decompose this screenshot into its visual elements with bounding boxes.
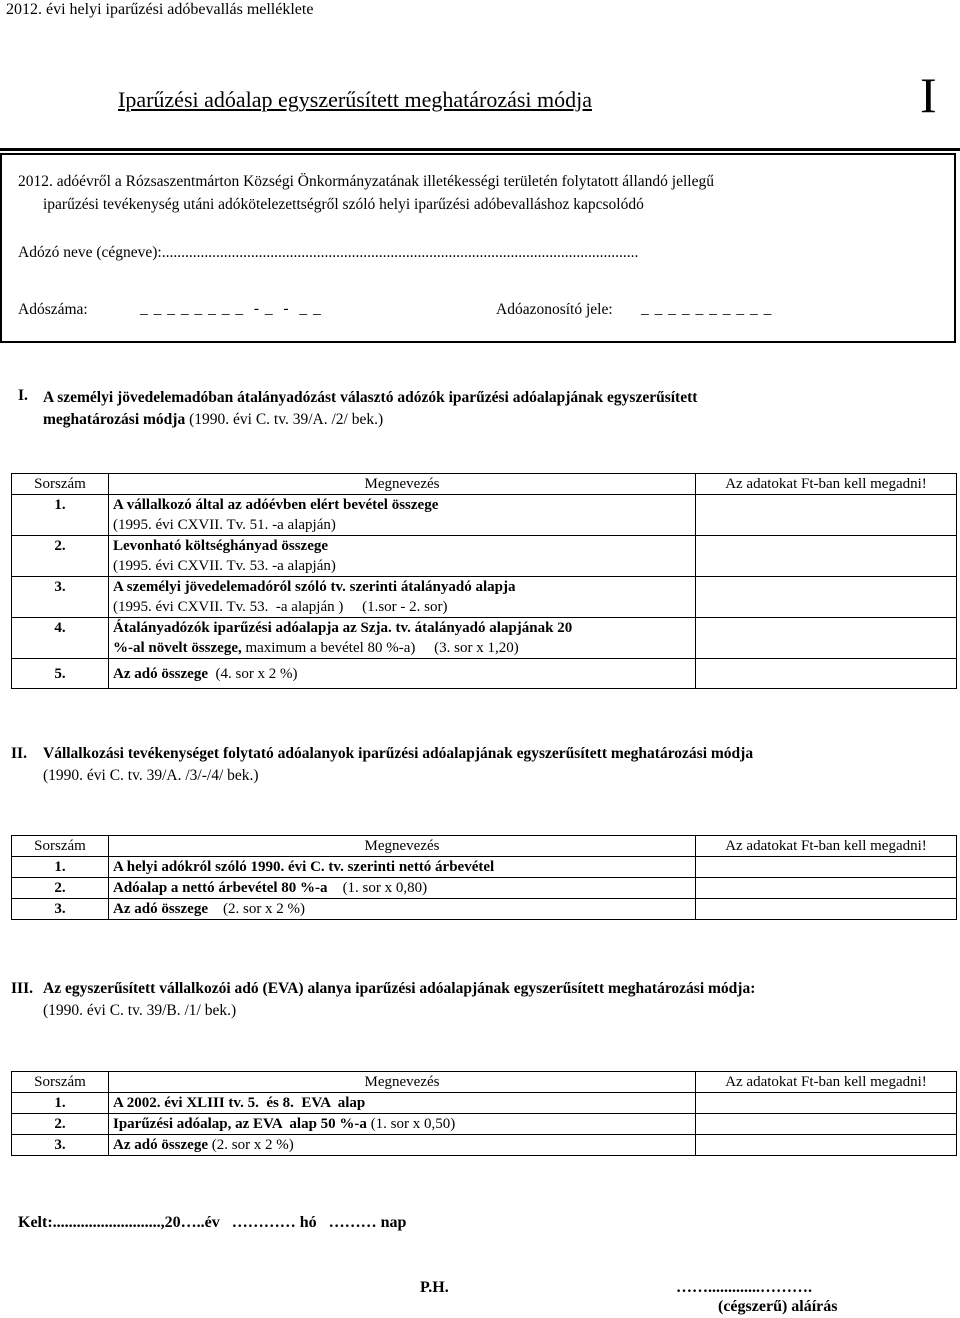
- table-row: [12, 659, 957, 689]
- row-reference: (2. sor x 2 %): [207, 1137, 294, 1153]
- col-header-number: Sorszám: [12, 474, 109, 495]
- row-description: [109, 618, 696, 659]
- section-1-number: I.: [18, 387, 28, 404]
- table-row: [12, 1135, 957, 1156]
- row-label-cont: %-al növelt összege,: [113, 640, 242, 656]
- tax-number-label: Adószáma:: [18, 301, 88, 318]
- row-number: 3.: [12, 899, 109, 920]
- section-1-title: A személyi jövedelemadóban átalányadózást választó adózók iparűzési adóalapjának egyszerűsített: [43, 389, 698, 406]
- row-reference: (1995. évi CXVII. Tv. 53. -a alapján ) (1.sor - 2. sor): [113, 599, 448, 615]
- table-row: [12, 536, 957, 577]
- row-number: 1.: [12, 495, 109, 536]
- table-header-row: [12, 836, 957, 857]
- tax-number-field[interactable]: _ _ _ _ _ _ _ _ - _ - _ _: [140, 300, 322, 317]
- row-reference: (1. sor x 0,50): [366, 1116, 456, 1132]
- row-reference: (2. sor x 2 %): [207, 901, 306, 917]
- document-supertitle: 2012. évi helyi iparűzési adóbevallás melléklete: [6, 1, 314, 18]
- row-number: 2.: [12, 1114, 109, 1135]
- row-description: [109, 878, 696, 899]
- header-divider: [0, 148, 960, 151]
- section-3-table: [11, 1071, 957, 1156]
- table-row: [12, 577, 957, 618]
- row-reference: maximum a bevétel 80 %-a) (3. sor x 1,20): [241, 640, 519, 656]
- row-label: A helyi adókról szóló 1990. évi C. tv. szerinti nettó árbevétel: [113, 859, 495, 875]
- amount-input[interactable]: [696, 659, 957, 689]
- row-description: [109, 536, 696, 577]
- section-2-reference: (1990. évi C. tv. 39/A. /3/-/4/ bek.): [43, 767, 259, 784]
- row-label: Átalányadózók iparűzési adóalapja az Szja. tv. átalányadó alapjának 20: [113, 620, 573, 636]
- row-reference: (4. sor x 2 %): [207, 665, 298, 682]
- amount-input[interactable]: [696, 857, 957, 878]
- tax-id-label: Adóazonosító jele:: [496, 301, 613, 318]
- row-number: 2.: [12, 536, 109, 577]
- amount-input[interactable]: [696, 1114, 957, 1135]
- row-label: Levonható költséghányad összege: [113, 538, 329, 554]
- amount-input[interactable]: [696, 1093, 957, 1114]
- row-description: [109, 659, 696, 689]
- table-row: [12, 857, 957, 878]
- row-label: Adóalap a nettó árbevétel 80 %-a: [113, 880, 328, 896]
- row-description: [109, 1114, 696, 1135]
- table-row: [12, 1114, 957, 1135]
- page-title: Iparűzési adóalap egyszerűsített meghatározási módja: [118, 87, 593, 112]
- row-number: 2.: [12, 878, 109, 899]
- section-1-title-cont: meghatározási módja: [43, 411, 186, 428]
- row-label: Az adó összege: [113, 1137, 208, 1153]
- row-number: 3.: [12, 1135, 109, 1156]
- signature-label: (cégszerű) aláírás: [718, 1298, 838, 1315]
- amount-input[interactable]: [696, 495, 957, 536]
- row-description: [109, 495, 696, 536]
- row-label: Az adó összege: [113, 901, 208, 917]
- row-description: [109, 1093, 696, 1114]
- row-number: 3.: [12, 577, 109, 618]
- section-2-table: [11, 835, 957, 920]
- row-reference: (1. sor x 0,80): [327, 880, 428, 896]
- taxpayer-name-field[interactable]: Adózó neve (cégneve):...........................................................................................................................: [18, 244, 639, 261]
- row-label: A személyi jövedelemadóról szóló tv. szerinti átalányadó alapja: [113, 579, 516, 595]
- row-reference: (1995. évi CXVII. Tv. 51. -a alapján): [113, 517, 336, 533]
- col-header-description: Megnevezés: [109, 836, 696, 857]
- table-row: [12, 618, 957, 659]
- row-number: 5.: [12, 659, 109, 689]
- col-header-amount: Az adatokat Ft-ban kell megadni!: [696, 474, 957, 495]
- row-number: 1.: [12, 1093, 109, 1114]
- intro-line-1: 2012. adóévről a Rózsaszentmárton Községi Önkormányzatának illetékességi területén folytatott állandó jellegű: [18, 173, 714, 190]
- row-description: [109, 1135, 696, 1156]
- col-header-number: Sorszám: [12, 836, 109, 857]
- amount-input[interactable]: [696, 878, 957, 899]
- section-3-number: III.: [11, 980, 33, 997]
- table-header-row: [12, 1072, 957, 1093]
- form-section-marker: I: [920, 67, 937, 123]
- tax-id-field[interactable]: _ _ _ _ _ _ _ _ _ _: [641, 300, 773, 317]
- section-1-heading: [43, 387, 943, 431]
- section-1-reference: (1990. évi C. tv. 39/A. /2/ bek.): [185, 411, 384, 428]
- row-label: A 2002. évi XLIII tv. 5. és 8. EVA alap: [113, 1095, 366, 1111]
- amount-input[interactable]: [696, 1135, 957, 1156]
- section-3-title: Az egyszerűsített vállalkozói adó (EVA) alanya iparűzési adóalapjának egyszerűsített meghatározási módja:: [43, 980, 756, 997]
- stamp-placeholder: P.H.: [420, 1279, 449, 1296]
- row-label: Az adó összege: [113, 665, 208, 682]
- row-description: [109, 577, 696, 618]
- table-row: [12, 899, 957, 920]
- row-number: 1.: [12, 857, 109, 878]
- date-field[interactable]: Kelt:...........................,20…..év ………… hó ……… nap: [18, 1214, 407, 1231]
- section-1-table: [11, 473, 957, 689]
- row-label: Iparűzési adóalap, az EVA alap 50 %-a: [113, 1116, 367, 1132]
- row-description: [109, 899, 696, 920]
- table-row: [12, 495, 957, 536]
- col-header-amount: Az adatokat Ft-ban kell megadni!: [696, 1072, 957, 1093]
- row-reference: (1995. évi CXVII. Tv. 53. -a alapján): [113, 558, 336, 574]
- section-2-title: Vállalkozási tevékenységet folytató adóalanyok iparűzési adóalapjának egyszerűsített meghatározási módja: [43, 745, 754, 762]
- amount-input[interactable]: [696, 899, 957, 920]
- section-3-reference: (1990. évi C. tv. 39/B. /1/ bek.): [43, 1002, 237, 1019]
- col-header-description: Megnevezés: [109, 1072, 696, 1093]
- table-row: [12, 878, 957, 899]
- col-header-description: Megnevezés: [109, 474, 696, 495]
- col-header-amount: Az adatokat Ft-ban kell megadni!: [696, 836, 957, 857]
- amount-input[interactable]: [696, 618, 957, 659]
- signature-line[interactable]: …….............……….: [676, 1279, 812, 1296]
- table-header-row: [12, 474, 957, 495]
- col-header-number: Sorszám: [12, 1072, 109, 1093]
- row-description: [109, 857, 696, 878]
- amount-input[interactable]: [696, 536, 957, 577]
- intro-line-2: iparűzési tevékenység utáni adókötelezettségről szóló helyi iparűzési adóbevalláshoz kapcsolódó: [43, 196, 644, 213]
- row-number: 4.: [12, 618, 109, 659]
- row-label: A vállalkozó által az adóévben elért bevétel összege: [113, 497, 439, 513]
- amount-input[interactable]: [696, 577, 957, 618]
- table-row: [12, 1093, 957, 1114]
- section-2-number: II.: [11, 745, 27, 762]
